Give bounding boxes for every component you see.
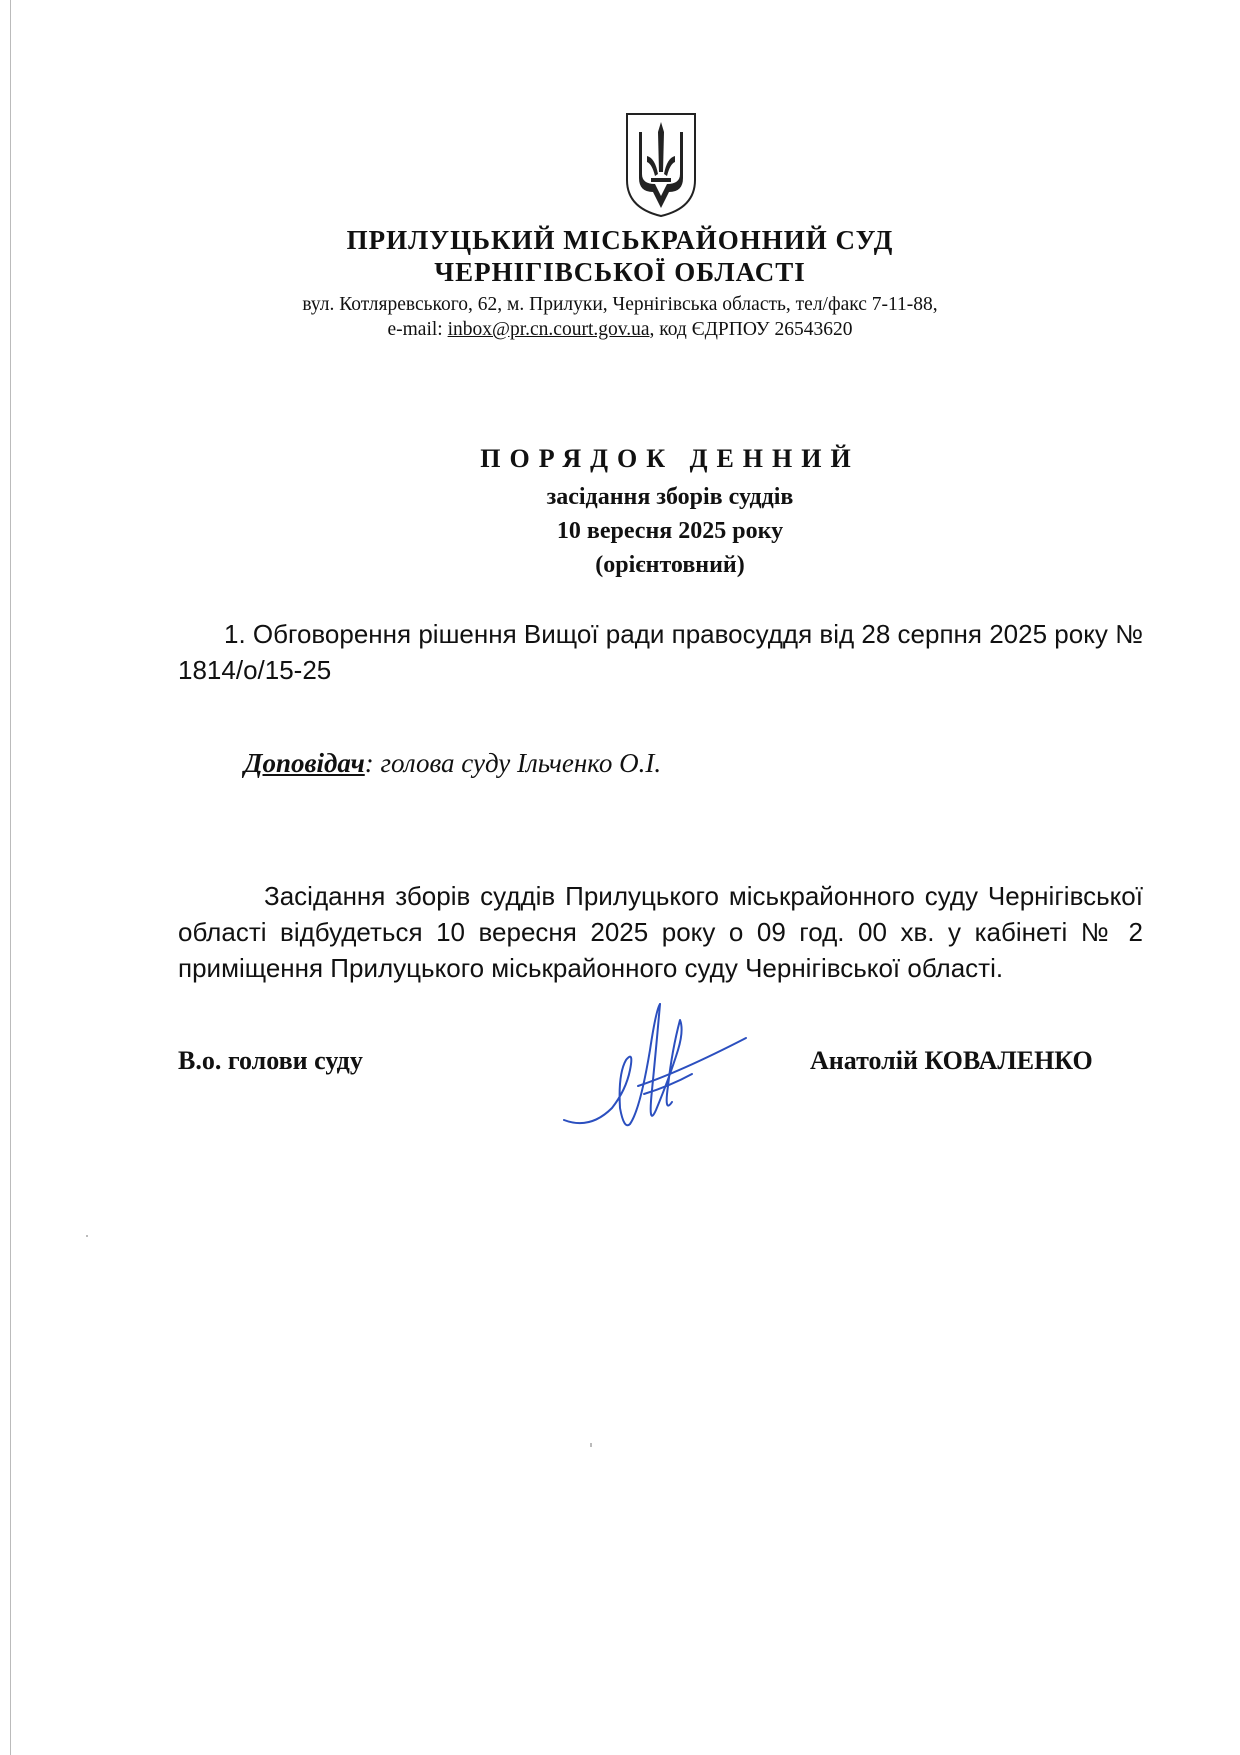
edrpou-code: , код ЄДРПОУ 26543620 xyxy=(649,319,853,340)
reporter-line xyxy=(244,748,661,779)
email-prefix: e-mail: xyxy=(387,319,448,340)
scan-speck xyxy=(86,1235,88,1237)
email-link[interactable]: inbox@pr.cn.court.gov.ua xyxy=(447,319,650,340)
scan-edge-line xyxy=(10,0,11,1755)
signatory-name: Анатолій КОВАЛЕНКО xyxy=(810,1046,1093,1075)
reporter-text: : голова суду Ільченко О.І. xyxy=(364,748,662,778)
agenda-title: ПОРЯДОК ДЕННИЙ xyxy=(480,444,860,473)
agenda-subtitle: засідання зборів суддів xyxy=(546,484,794,510)
contact-line xyxy=(0,318,1240,342)
agenda-note: (орієнтовний) xyxy=(595,552,745,578)
address-line: вул. Котляревського, 62, м. Прилуки, Чернігівська область, тел/факс 7-11-88, xyxy=(302,294,938,315)
court-name-line2: ЧЕРНІГІВСЬКОЇ ОБЛАСТІ xyxy=(434,257,806,287)
reporter-label: Доповідач xyxy=(244,748,365,778)
handwritten-signature xyxy=(560,990,750,1140)
court-name-line1: ПРИЛУЦЬКИЙ МІСЬКРАЙОННИЙ СУД xyxy=(346,225,894,255)
trident-coat-of-arms-icon xyxy=(625,112,697,218)
signatory-role: В.о. голови суду xyxy=(178,1046,363,1075)
scan-speck xyxy=(590,1443,592,1447)
agenda-item-1: 1. Обговорення рішення Вищої ради правосуддя від 28 серпня 2025 року № 1814/о/15-25 xyxy=(178,619,1143,685)
agenda-date: 10 вересня 2025 року xyxy=(556,518,784,544)
meeting-notice: Засідання зборів суддів Прилуцького міськрайонного суду Чернігівської області відбудеться 10 вересня 2025 року о 09 год. 00 хв. у кабінеті № 2 приміщення Прилуцького міськрайонного суду Чернігівської області. xyxy=(178,881,1143,983)
